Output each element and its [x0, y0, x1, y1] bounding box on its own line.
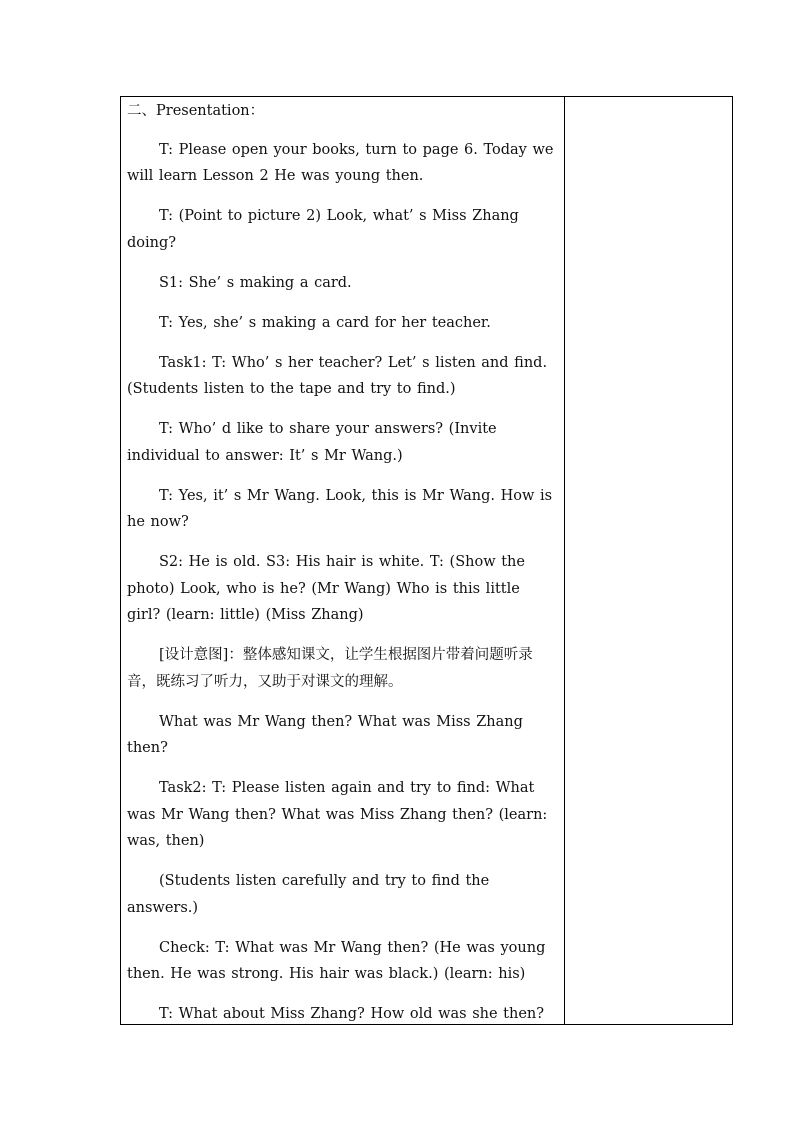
paragraph: T: (Point to picture 2) Look, what’ s Miss Zhang doing? — [127, 208, 519, 251]
lesson-content-cell — [121, 97, 565, 1024]
paragraph: Task2: T: Please listen again and try to find: What was Mr Wang then? What was Miss Zhang then? (learn: was, then) — [127, 780, 548, 849]
paragraph: What was Mr Wang then? What was Miss Zhang then? — [127, 713, 523, 756]
section-heading: 二、Presentation： — [127, 103, 265, 119]
paragraph: Check: T: What was Mr Wang then? (He was young then. He was strong. His hair was black.) (learn: his) — [127, 939, 546, 982]
paragraph: T: Please open your books, turn to page 6. Today we will learn Lesson 2 He was young then. — [127, 141, 554, 184]
paragraph: Task1: T: Who’ s her teacher? Let’ s listen and find. (Students listen to the tape and try to find.) — [127, 354, 548, 397]
paragraph: T: Yes, it’ s Mr Wang. Look, this is Mr Wang. How is he now? — [127, 487, 553, 530]
paragraph: T: What about Miss Zhang? How old was she then? — [159, 1006, 545, 1022]
paragraph: S2: He is old. S3: His hair is white. T: (Show the photo) Look, who is he? (Mr Wang) Who is this little girl? (learn: little) (Miss Zhang) — [127, 554, 525, 623]
lesson-plan-table — [120, 96, 733, 1025]
paragraph: T: Yes, she’ s making a card for her teacher. — [159, 314, 491, 331]
paragraph: S1: She’ s making a card. — [159, 274, 352, 291]
design-intent-note: [设计意图]：整体感知课文，让学生根据图片带着问题听录音，既练习了听力，又助于对课文的理解。 — [127, 647, 533, 690]
paragraph: T: Who’ d like to share your answers? (Invite individual to answer: It’ s Mr Wang.) — [127, 421, 497, 464]
paragraph: (Students listen carefully and try to find the answers.) — [127, 873, 490, 916]
notes-cell — [565, 97, 732, 1024]
